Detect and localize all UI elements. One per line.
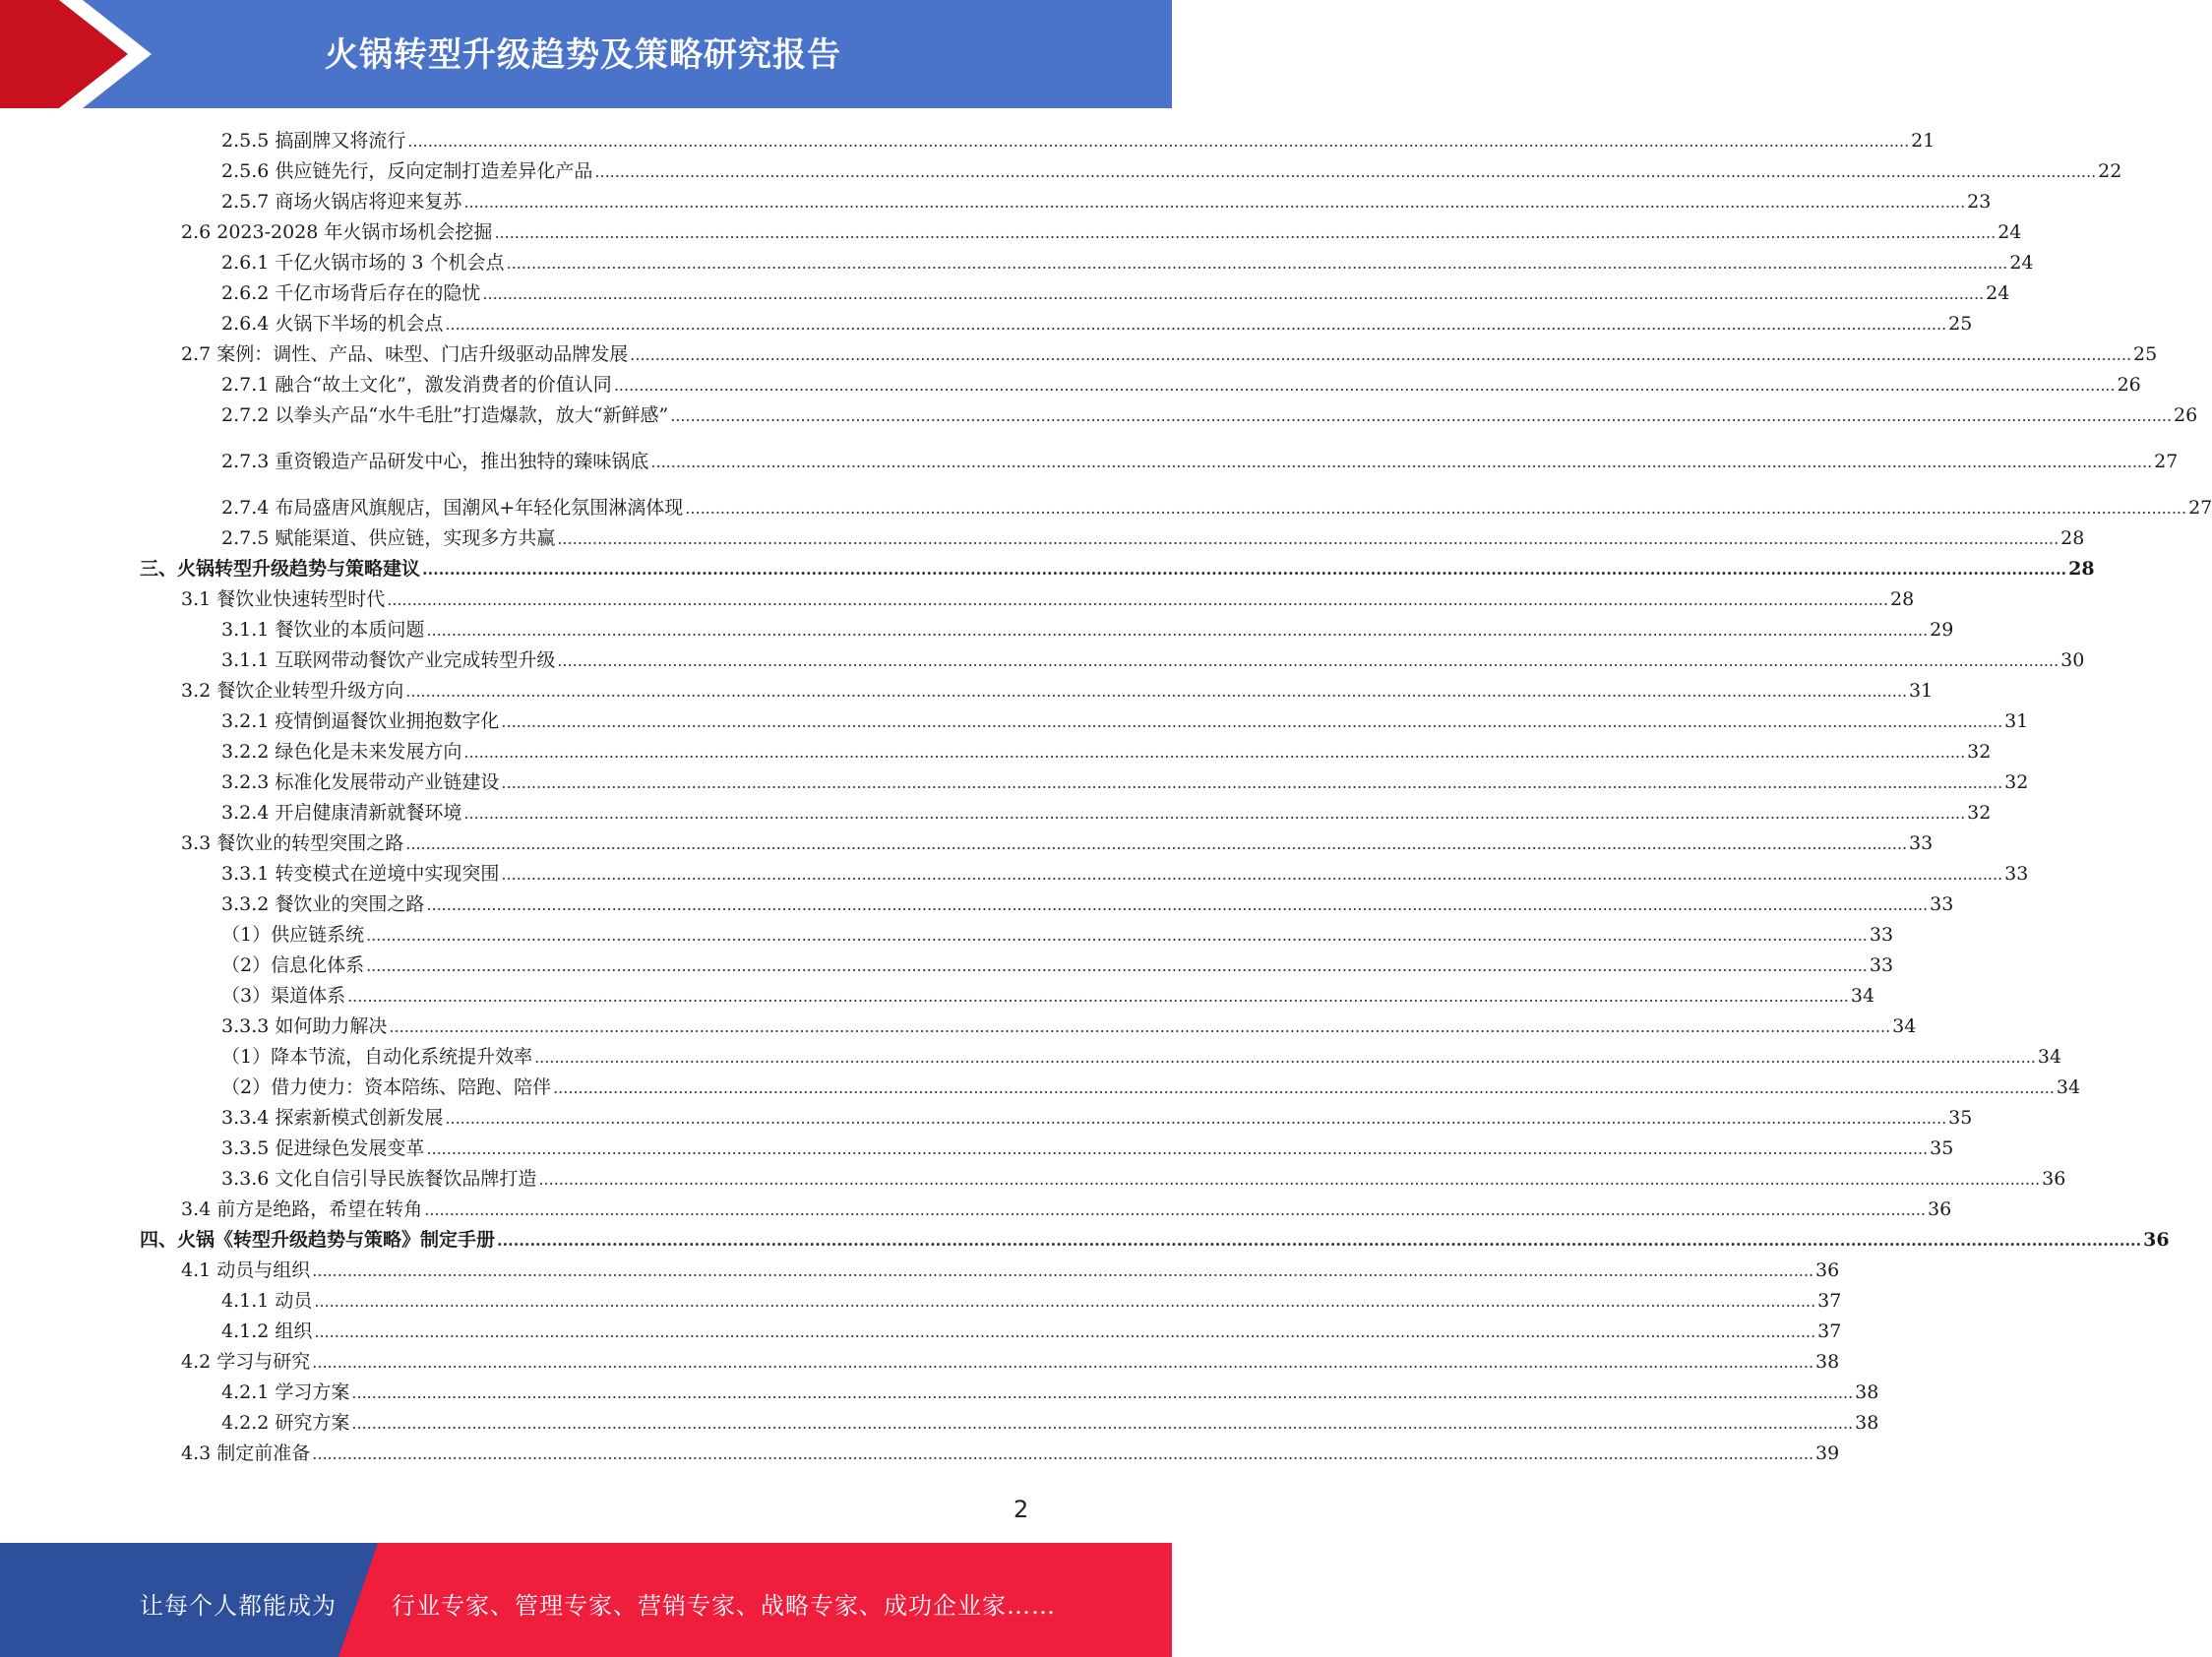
toc-entry-label: 4.2 学习与研究 [181,1351,311,1373]
toc-entry[interactable] [181,339,2158,369]
toc-leader-dots: ............................................................................................................................................................................................................................................................................................................ [389,1017,1891,1036]
toc-entry-label: （1）降本节流，自动化系统提升效率 [221,1046,533,1068]
toc-leader-dots: ............................................................................................................................................................................................................................................................................................................ [314,1322,1816,1341]
toc-leader-dots: ............................................................................................................................................................................................................................................................................................................ [501,865,2003,884]
toc-entry-label: 4.3 制定前准备 [181,1442,311,1464]
toc-entry-page: 27 [2154,451,2179,472]
toc-entry-label: 2.6.4 火锅下半场的机会点 [221,313,444,335]
report-title: 火锅转型升级趋势及策略研究报告 [325,35,841,75]
toc-entry-page: 38 [1855,1412,1879,1434]
toc-entry-page: 35 [1948,1107,1973,1129]
toc-leader-dots: ............................................................................................................................................................................................................................................................................................................ [445,1109,1947,1128]
toc-entry-page: 37 [1817,1290,1842,1312]
toc-entry[interactable] [221,1103,1973,1133]
toc-entry-page: 23 [1967,191,1992,213]
toc-entry[interactable] [221,706,2029,736]
toc-entry-label: 3.3.5 促进绿色发展变革 [221,1137,425,1159]
toc-entry[interactable] [221,309,1973,338]
toc-entry-label: 3.3.2 餐饮业的突围之路 [221,893,425,915]
toc-entry[interactable] [221,645,2085,675]
toc-leader-dots: ............................................................................................................................................................................................................................................................................................................ [347,987,1849,1006]
toc-entry-label: 四、火锅《转型升级趋势与策略》制定手册 [140,1229,496,1251]
toc-entry-label: 2.7.3 重资锻造产品研发中心，推出独特的臻味锅底 [221,451,649,472]
toc-leader-dots: ............................................................................................................................................................................................................................................................................................................ [650,453,2153,471]
toc-entry-label: 4.2.1 学习方案 [221,1381,350,1403]
toc-entry[interactable] [221,798,1992,828]
toc-leader-dots: ............................................................................................................................................................................................................................................................................................................ [557,529,2059,548]
toc-entry-label: （1）供应链系统 [221,924,365,946]
toc-entry-page: 32 [1967,741,1992,763]
toc-entry-page: 31 [2004,710,2029,732]
toc-entry-label: 2.5.5 搞副牌又将流行 [221,130,406,152]
toc-leader-dots: ............................................................................................................................................................................................................................................................................................................ [405,682,1908,701]
toc-entry-label: 3.4 前方是绝路，希望在转角 [181,1198,423,1220]
toc-leader-dots: ............................................................................................................................................................................................................................................................................................................ [312,1444,1814,1463]
toc-leader-dots: ............................................................................................................................................................................................................................................................................................................ [424,1200,1927,1219]
toc-entry-page: 39 [1815,1442,1840,1464]
toc-leader-dots: ............................................................................................................................................................................................................................................................................................................ [594,162,2097,181]
toc-leader-dots: ............................................................................................................................................................................................................................................................................................................ [501,773,2003,792]
toc-entry-page: 22 [2098,160,2122,182]
toc-entry[interactable] [221,1378,1879,1407]
toc-entry[interactable] [221,981,1875,1011]
toc-entry[interactable] [221,1408,1879,1438]
toc-entry-page: 28 [1890,588,1915,610]
toc-entry-page: 24 [1997,221,2022,243]
toc-entry-label: 2.6 2023-2028 年火锅市场机会挖掘 [181,221,493,243]
toc-entry-page: 25 [2133,343,2158,365]
toc-entry-label: 3.3.4 探索新模式创新发展 [221,1107,444,1129]
toc-entry[interactable] [221,1317,1842,1346]
toc-leader-dots: ............................................................................................................................................................................................................................................................................................................ [387,590,1889,609]
toc-entry[interactable] [221,1073,2081,1102]
toc-entry-label: 2.7.5 赋能渠道、供应链，实现多方共赢 [221,527,556,549]
toc-entry-page: 34 [1850,985,1875,1007]
toc-entry-page: 32 [1967,802,1992,824]
toc-entry[interactable] [221,370,2141,399]
toc-entry-page: 34 [2056,1076,2081,1098]
toc-entry-label: 三、火锅转型升级趋势与策略建议 [140,558,421,580]
toc-entry-label: 4.1.2 组织 [221,1320,313,1342]
toc-entry-label: （3）渠道体系 [221,985,346,1007]
toc-entry-page: 34 [1892,1015,1917,1037]
toc-entry-page: 35 [1930,1137,1954,1159]
toc-entry-label: 3.2.1 疫情倒逼餐饮业拥抱数字化 [221,710,500,732]
toc-entry-label: 3.3.1 转变模式在逆境中实现突围 [221,863,500,885]
toc-leader-dots: ............................................................................................................................................................................................................................................................................................................ [534,1048,2036,1067]
toc-entry[interactable] [221,126,1936,155]
toc-entry-label: 2.5.7 商场火锅店将迎来复苏 [221,191,462,213]
toc-entry[interactable] [221,920,1894,950]
toc-entry-page: 33 [1909,832,1934,854]
toc-leader-dots: ............................................................................................................................................................................................................................................................................................................ [557,651,2059,670]
toc-entry-label: 3.2.3 标准化发展带动产业链建设 [221,771,500,793]
toc-entry-page: 32 [2004,771,2029,793]
toc-entry[interactable] [221,859,2029,889]
toc-entry-label: 2.7.4 布局盛唐风旗舰店，国潮风+年轻化氛围淋漓体现 [221,497,684,519]
toc-entry[interactable] [221,615,1954,644]
toc-entry-page: 33 [1869,924,1894,946]
footer-slogan-left: 让每个人都能成为 [140,1592,337,1620]
page-number: 2 [1014,1496,1029,1523]
toc-entry-page: 28 [2068,558,2095,580]
toc-entry[interactable] [221,767,2029,797]
toc-leader-dots: ............................................................................................................................................................................................................................................................................................................ [426,895,1929,914]
toc-entry-label: 3.1.1 互联网带动餐饮产业完成转型升级 [221,649,556,671]
toc-entry[interactable] [181,1256,1840,1285]
toc-entry[interactable] [221,493,2212,522]
toc-leader-dots: ............................................................................................................................................................................................................................................................................................................ [405,834,1908,853]
toc-entry-label: 2.7 案例：调性、产品、味型、门店升级驱动品牌发展 [181,343,629,365]
toc-leader-dots: ............................................................................................................................................................................................................................................................................................................ [553,1078,2055,1097]
toc-entry[interactable] [221,523,2085,553]
toc-entry[interactable] [221,1134,1954,1163]
toc-leader-dots: ............................................................................................................................................................................................................................................................................................................ [426,1139,1929,1158]
toc-entry[interactable] [181,1195,1952,1224]
toc-leader-dots: ............................................................................................................................................................................................................................................................................................................ [670,406,2173,425]
toc-entry[interactable] [181,217,2022,247]
toc-entry-label: 4.2.2 研究方案 [221,1412,350,1434]
toc-entry-page: 33 [2004,863,2029,885]
toc-entry[interactable] [221,1164,2066,1194]
toc-entry-label: 3.1.1 餐饮业的本质问题 [221,619,425,641]
toc-leader-dots: ............................................................................................................................................................................................................................................................................................................ [463,743,1966,762]
toc-leader-dots: ............................................................................................................................................................................................................................................................................................................ [501,712,2003,731]
toc-entry[interactable] [140,1225,2170,1255]
toc-leader-dots: ............................................................................................................................................................................................................................................................................................................ [463,193,1966,212]
toc-entry[interactable] [221,951,1894,980]
toc-entry[interactable] [221,890,1954,919]
toc-entry[interactable] [221,1042,2062,1072]
toc-entry-label: 4.1.1 动员 [221,1290,313,1312]
toc-entry-page: 33 [1930,893,1954,915]
toc-entry-label: 4.1 动员与组织 [181,1259,311,1281]
toc-entry-page: 36 [2143,1229,2170,1251]
toc-entry-label: 3.3.3 如何助力解决 [221,1015,388,1037]
toc-entry[interactable] [221,1012,1917,1041]
toc-entry-label: 2.7.1 融合“故土文化”，激发消费者的价值认同 [221,374,612,396]
toc-entry-page: 34 [2037,1046,2062,1068]
toc-entry-label: 3.1 餐饮业快速转型时代 [181,588,386,610]
toc-entry-page: 28 [2060,527,2085,549]
toc-entry-page: 31 [1909,680,1934,702]
footer-slogan-right: 行业专家、管理专家、营销专家、战略专家、成功企业家…… [392,1592,1056,1620]
toc-entry[interactable] [221,1286,1842,1316]
toc-leader-dots: ............................................................................................................................................................................................................................................................................................................ [506,254,2008,273]
toc-leader-dots: ............................................................................................................................................................................................................................................................................................................ [314,1292,1816,1311]
toc-leader-dots: ............................................................................................................................................................................................................................................................................................................ [613,376,2116,395]
toc-entry[interactable] [221,187,1992,216]
toc-entry[interactable] [221,400,2198,430]
toc-entry-label: 3.3.6 文化自信引导民族餐饮品牌打造 [221,1168,537,1190]
toc-entry-label: 3.2.2 绿色化是未来发展方向 [221,741,462,763]
toc-entry-page: 25 [1948,313,1973,335]
toc-leader-dots: ............................................................................................................................................................................................................................................................................................................ [482,284,1985,303]
page-footer [0,1543,1172,1657]
toc-leader-dots: ............................................................................................................................................................................................................................................................................................................ [366,956,1868,975]
toc-entry[interactable] [221,248,2034,277]
toc-leader-dots: ............................................................................................................................................................................................................................................................................................................ [312,1353,1814,1372]
toc-entry[interactable] [221,737,1992,767]
toc-leader-dots: ............................................................................................................................................................................................................................................................................................................ [312,1261,1814,1280]
toc-entry-label: 3.2 餐饮企业转型升级方向 [181,680,404,702]
toc-entry-label: 3.2.4 开启健康清新就餐环境 [221,802,462,824]
toc-entry-label: 2.6.2 千亿市场背后存在的隐忧 [221,282,481,304]
toc-entry[interactable] [221,156,2122,186]
toc-entry-page: 38 [1855,1381,1879,1403]
toc-leader-dots: ............................................................................................................................................................................................................................................................................................................ [426,621,1929,640]
toc-leader-dots: ............................................................................................................................................................................................................................................................................................................ [366,926,1868,945]
toc-entry-label: （2）信息化体系 [221,954,365,976]
toc-leader-dots: ............................................................................................................................................................................................................................................................................................................ [351,1383,1854,1402]
header-chevron-graphic [0,0,157,108]
toc-entry-page: 26 [2117,374,2141,396]
toc-entry-label: 2.5.6 供应链先行，反向定制打造差异化产品 [221,160,593,182]
toc-entry[interactable] [221,447,2179,476]
toc-leader-dots: ............................................................................................................................................................................................................................................................................................................ [538,1170,2041,1189]
toc-entry-label: 2.7.2 以拳头产品“水牛毛肚”打造爆款，放大“新鲜感” [221,404,669,426]
toc-leader-dots: ............................................................................................................................................................................................................................................................................................................ [685,499,2187,518]
toc-entry[interactable] [181,676,1934,706]
toc-entry[interactable] [181,828,1934,858]
toc-entry[interactable] [181,1347,1840,1377]
toc-entry-page: 36 [1928,1198,1952,1220]
toc-entry-page: 27 [2188,497,2212,519]
toc-entry-page: 38 [1815,1351,1840,1373]
toc-entry-page: 29 [1930,619,1954,641]
toc-leader-dots: ............................................................................................................................................................................................................................................................................................................ [463,804,1966,823]
toc-entry-page: 30 [2060,649,2085,671]
toc-entry-label: （2）借力使力：资本陪练、陪跑、陪伴 [221,1076,552,1098]
toc-entry[interactable] [181,584,1915,614]
toc-entry-page: 33 [1869,954,1894,976]
toc-entry-page: 36 [2042,1168,2066,1190]
toc-leader-dots: ............................................................................................................................................................................................................................................................................................................ [351,1414,1854,1433]
toc-leader-dots: ............................................................................................................................................................................................................................................................................................................ [422,560,2067,579]
toc-entry[interactable] [221,278,2010,308]
toc-entry-page: 24 [2009,252,2034,274]
toc-leader-dots: ............................................................................................................................................................................................................................................................................................................ [630,345,2132,364]
toc-entry-label: 3.3 餐饮业的转型突围之路 [181,832,404,854]
toc-entry-page: 24 [1986,282,2010,304]
toc-leader-dots: ............................................................................................................................................................................................................................................................................................................ [445,315,1947,334]
toc-entry-page: 36 [1815,1259,1840,1281]
toc-entry[interactable] [140,554,2095,583]
toc-leader-dots: ............................................................................................................................................................................................................................................................................................................ [497,1231,2142,1250]
toc-entry-page: 21 [1911,130,1936,152]
toc-leader-dots: ............................................................................................................................................................................................................................................................................................................ [494,223,1997,242]
toc-entry-page: 26 [2174,404,2198,426]
page-header [0,0,1172,108]
toc-entry-label: 2.6.1 千亿火锅市场的 3 个机会点 [221,252,505,274]
toc-entry-page: 37 [1817,1320,1842,1342]
toc-entry[interactable] [181,1439,1840,1468]
toc-leader-dots: ............................................................................................................................................................................................................................................................................................................ [407,132,1910,151]
